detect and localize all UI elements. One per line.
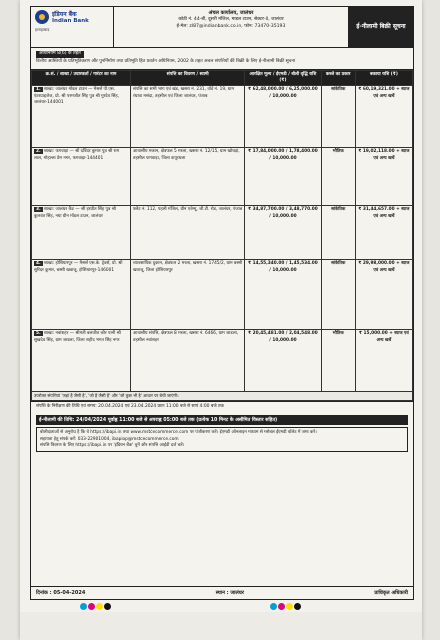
outstanding-dues: ₹ 15,000.00 + ब्याज एवं अन्य खर्चे bbox=[355, 330, 412, 392]
column-header: संपत्ति का विवरण / स्वामी bbox=[131, 70, 245, 86]
reserve-price: ₹ 14,55,340.00 / 1,45,534.00 / 10,000.00 bbox=[245, 260, 321, 330]
possession-type: सांकेतिक bbox=[321, 206, 355, 260]
possession-type: भौतिक bbox=[321, 330, 355, 392]
table-row bbox=[32, 86, 413, 148]
lot-number: 5. bbox=[36, 331, 41, 337]
property-details: व्यावसायिक दुकान, क्षेत्रफल 2 मरला, खसरा नं. 1745/2, ग्राम बस्सी खवाजू, जिला होशियारपुर bbox=[131, 260, 245, 330]
lot-number: 2. bbox=[36, 149, 41, 155]
office-name: अंचल कार्यालय, जालंधर bbox=[208, 10, 254, 16]
registration-text: बोलीदाताओं से अनुरोध है कि वे https://ibapi.in तथा www.mstcecommerce.com पर पंजीकरण करें। ईएमडी ऑनलाइन माध्यम से ग्लोबल ईएमडी वॉलेट में जमा करें। bbox=[40, 430, 317, 436]
property-details: आवासीय मकान, क्षेत्रफल 5 मरला, खसरा नं. 12/15, ग्राम खोथड़ां, तहसील फगवाड़ा, जिला कपूरथला bbox=[131, 148, 245, 206]
notice-title: ई-नीलामी बिक्री सूचना bbox=[349, 7, 413, 47]
print-registration-marks-right bbox=[270, 603, 301, 610]
registration-box bbox=[36, 427, 408, 452]
bank-tagline: इलाहाबाद bbox=[35, 27, 50, 32]
outstanding-dues: ₹ 29,98,000.00 + ब्याज एवं अन्य खर्चे bbox=[355, 260, 412, 330]
reserve-price: ₹ 20,45,481.00 / 2,04,548.00 / 10,000.00 bbox=[245, 330, 321, 392]
eauction-date-banner: ई-नीलामी की तिथि: 24/04/2024 पूर्वाह्न 11:00 बजे से अपराह्न 05:00 बजे तक (प्रत्येक 10 मिनट के असीमित विस्तार सहित) bbox=[36, 415, 408, 425]
intro-text: वित्तीय आस्तियों के प्रतिभूतिकरण और पुनर्निर्माण तथा प्रतिभूति हित प्रवर्तन अधिनियम, 2002 के तहत अचल संपत्तियों की बिक्री के लिए ई-नीलामी बिक्री सूचना bbox=[36, 58, 296, 64]
outstanding-dues: ₹ 60,19,321.00 + ब्याज एवं अन्य खर्चे bbox=[355, 86, 412, 148]
outstanding-dues: ₹ 31,44,657.00 + ब्याज एवं अन्य खर्चे bbox=[355, 206, 412, 260]
page-bottom-margin bbox=[20, 612, 422, 640]
property-table bbox=[31, 70, 413, 402]
notice-header bbox=[31, 7, 413, 48]
column-header: क्र.सं. / शाखा / उधारकर्ता / गारंटर का नाम bbox=[32, 70, 131, 86]
lot-number: 4. bbox=[36, 261, 41, 267]
bank-name-hindi: इंडियन बैंक bbox=[52, 11, 77, 18]
notice-footer bbox=[31, 586, 413, 599]
intro-subheading: अधिनियम 8(6) के तहत bbox=[36, 51, 84, 58]
possession-type: सांकेतिक bbox=[321, 260, 355, 330]
reserve-price: ₹ 62,48,000.00 / 6,25,000.00 / 10,000.00 bbox=[245, 86, 321, 148]
authorized-officer: प्राधिकृत अधिकारी bbox=[374, 590, 408, 596]
column-header: कब्जे का प्रकार bbox=[321, 70, 355, 86]
portal-text: संपत्ति विवरण के लिए https://ibapi.in पर 'इंडियन बैंक' चुनें और संपत्ति आईडी दर्ज करें। bbox=[40, 442, 185, 448]
table-note-row bbox=[32, 392, 413, 401]
possession-type: सांकेतिक bbox=[321, 86, 355, 148]
reserve-price: ₹ 17,84,000.00 / 1,78,400.00 / 10,000.00 bbox=[245, 148, 321, 206]
bank-logo-icon bbox=[35, 10, 49, 24]
table-row bbox=[32, 330, 413, 392]
notice-place: स्थान : जालंधर bbox=[215, 590, 244, 596]
inspection-terms: संपत्ति के निरीक्षण की तिथि एवं समय: 20.04.2024 एवं 23.04.2024 प्रातः 11:00 बजे से सायं 4:00 बजे तक bbox=[31, 401, 413, 413]
reserve-price: ₹ 34,87,700.00 / 3,48,770.00 / 10,000.00 bbox=[245, 206, 321, 260]
column-header: आरक्षित मूल्य / ईएमडी / बोली वृद्धि राशि (₹) bbox=[245, 70, 321, 86]
notice-date: दिनांक : 05-04-2024 bbox=[36, 590, 86, 596]
bank-logo-block bbox=[31, 7, 114, 47]
newspaper-page bbox=[20, 0, 422, 640]
table-header-row bbox=[32, 70, 413, 86]
print-registration-marks-left bbox=[80, 603, 111, 610]
helpdesk-text: सहायता हेतु संपर्क करें: 033-22901004, ibapiop@mstcecommerce.com bbox=[40, 436, 179, 442]
borrower-details: शाखा: जालंधर कैंट — श्री हरप्रीत सिंह पुत्र श्री कुलवंत सिंह, नया ग्रीन मॉडल टाउन, जालंधर bbox=[34, 207, 116, 219]
office-address-line: कोठी नं. 44-बी, दूसरी मंजिल, माडल टाउन, सेक्टर-II, जालंधर bbox=[178, 17, 284, 23]
table-note: उपरोक्त संपत्तियां 'जहां है जैसी है', 'जो है जैसी है' और 'जो कुछ भी है' आधार पर बेची जाएंगी। bbox=[32, 392, 413, 401]
borrower-details: शाखा: नवांशहर — श्रीमती बलजीत कौर पत्नी श्री सुखदेव सिंह, ग्राम जाडला, जिला शहीद भगत सिंह नगर bbox=[34, 331, 121, 343]
property-details: आवासीय संपत्ति, क्षेत्रफल 8 मरला, खसरा नं. 6466, ग्राम जाडला, तहसील नवांशहर bbox=[131, 330, 245, 392]
auction-notice bbox=[30, 6, 414, 600]
office-address bbox=[114, 7, 349, 47]
property-details: संपत्ति का सभी भाग एवं खंड, खसरा नं. 231, वॉर्ड नं. 19, ग्राम रंधावा मसंदा, तहसील एवं जिला जालंधर, पंजाब bbox=[131, 86, 245, 148]
lot-number: 1. bbox=[36, 87, 41, 93]
office-contact: ई-मेल: zl87@indianbank.co.in, फोन: 73470-35193 bbox=[176, 23, 286, 29]
outstanding-dues: ₹ 19,02,118.00 + ब्याज एवं अन्य खर्चे bbox=[355, 148, 412, 206]
table-row bbox=[32, 206, 413, 260]
column-header: बकाया राशि (₹) bbox=[355, 70, 412, 86]
table-row bbox=[32, 148, 413, 206]
bank-name-english: Indian Bank bbox=[52, 18, 89, 24]
borrower-details: शाखा: जालंधर मॉडल टाउन — मैसर्स पी.एस. एंटरप्राइजेज, प्रो. श्री परमजीत सिंह पुत्र श्री गुरदेव सिंह, जालंधर-144001 bbox=[34, 87, 120, 105]
borrower-details: शाखा: होशियारपुर — मैसर्स एस.के. ट्रेडर्स, प्रो. श्री सुरिंदर कुमार, बस्सी खवाजू, होशियारपुर-146001 bbox=[34, 261, 123, 273]
possession-type: भौतिक bbox=[321, 148, 355, 206]
lot-number: 3. bbox=[36, 207, 41, 213]
property-details: फ्लैट नं. 112, पहली मंजिल, ग्रीन एवेन्यू, जी.टी. रोड, जालंधर, पंजाब bbox=[131, 206, 245, 260]
table-row bbox=[32, 260, 413, 330]
borrower-details: शाखा: फगवाड़ा — श्री दविंदर कुमार पुत्र श्री राम लाल, मोहल्ला प्रेम नगर, फगवाड़ा-144401 bbox=[34, 149, 120, 161]
intro-section bbox=[31, 48, 413, 70]
